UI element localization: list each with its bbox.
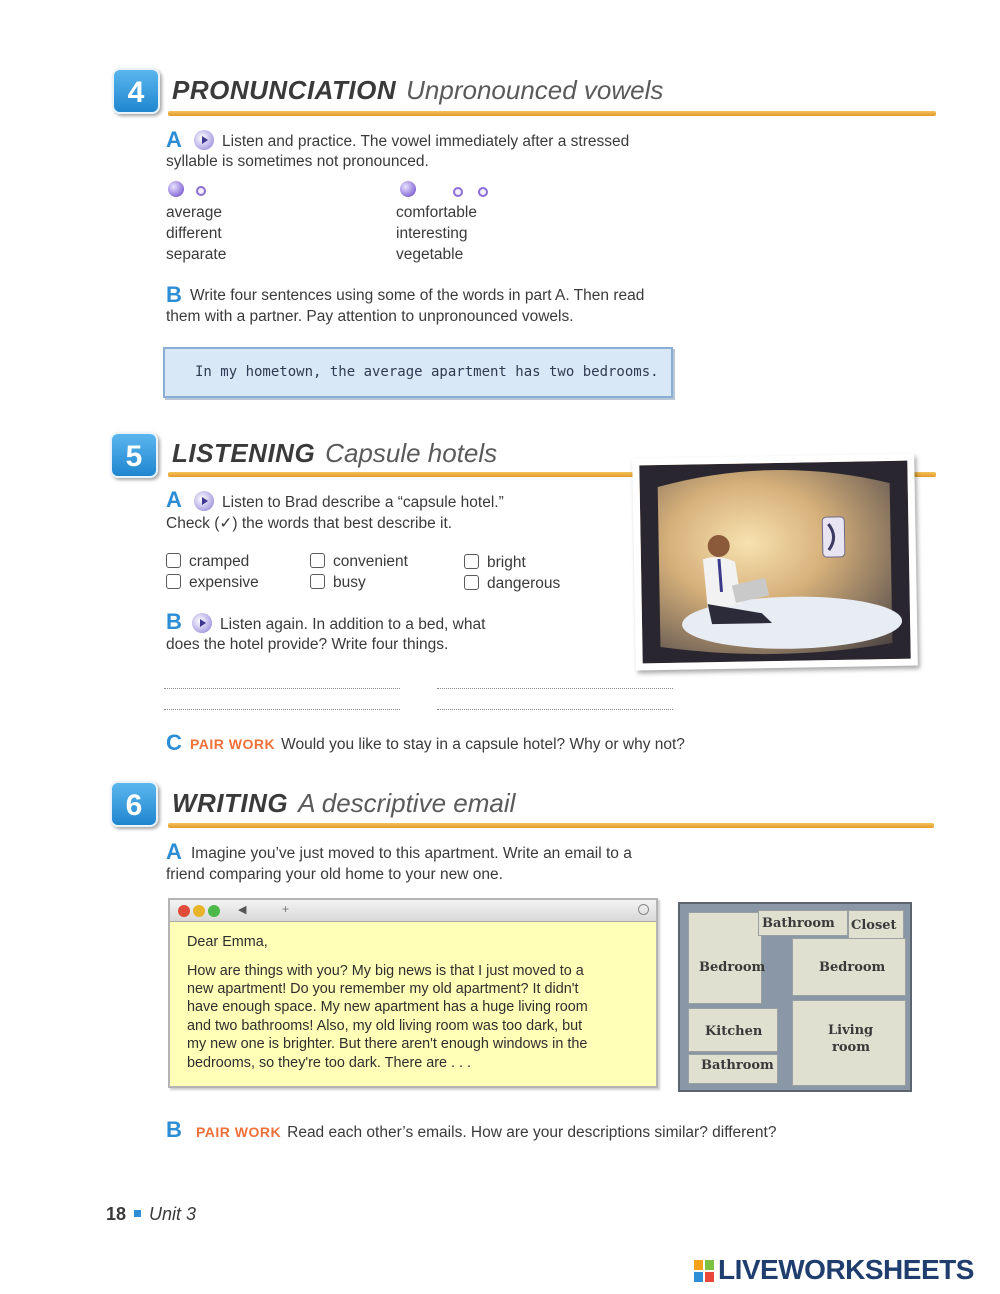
section-5-a-line1: Listen to Brad describe a “capsule hotel.” [194, 491, 504, 513]
section-5-a-letter: A [166, 487, 182, 512]
word-average: average [166, 204, 223, 221]
email-line: new apartment! Do you remember my old apartment? It didn't [187, 981, 579, 997]
audio-icon[interactable] [192, 613, 212, 633]
syllable-dot-icon [453, 187, 463, 197]
zoom-dot-icon [208, 905, 220, 917]
email-line: How are things with you? My big news is that I just moved to a [187, 963, 584, 979]
minimize-dot-icon [193, 905, 205, 917]
section-6-title: WRITING [172, 788, 289, 818]
stop-icon [638, 904, 649, 915]
section-6-a-line1: Imagine you’ve just moved to this apartment. Write an email to a [191, 845, 632, 862]
word-interesting: interesting [396, 225, 468, 242]
section-5-title: LISTENING [172, 438, 316, 468]
syllable-dot-icon [196, 186, 206, 196]
section-4-a-line2: syllable is sometimes not pronounced. [166, 153, 429, 170]
page-footer [106, 1204, 196, 1225]
section-5-a-line2: Check (✓) the words that best describe it. [166, 515, 453, 532]
label-kitchen: Kitchen [705, 1024, 763, 1039]
page-number: 18 [106, 1204, 127, 1224]
label-bathroom-top: Bathroom [762, 916, 835, 931]
section-4-heading [172, 75, 663, 106]
answer-line-4[interactable] [437, 709, 673, 710]
unit-label: Unit 3 [149, 1204, 197, 1224]
checkbox-bright[interactable]: bright [464, 554, 526, 572]
label-room: room [832, 1040, 870, 1055]
example-sentence: In my hometown, the average apartment has two bedrooms. [195, 364, 659, 380]
section-6-number: 6 [110, 781, 158, 827]
section-4-title: PRONUNCIATION [172, 75, 397, 105]
section-6-heading [172, 788, 515, 819]
audio-icon[interactable] [194, 130, 214, 150]
close-dot-icon [178, 905, 190, 917]
checkbox-cramped[interactable]: cramped [166, 553, 249, 571]
syllable-dot-icon [478, 187, 488, 197]
section-5-number: 5 [110, 432, 158, 478]
photo-scene [639, 461, 910, 664]
email-line: my new one is brighter. But there aren't enough windows in the [187, 1036, 588, 1052]
example-sentence-box [163, 347, 673, 398]
pair-work-label: PAIR WORK [196, 1124, 282, 1140]
section-4-b-letter: B [166, 282, 182, 307]
room-bedroom-left [688, 912, 762, 1004]
label-bedroom-right: Bedroom [819, 960, 886, 975]
section-5-subtitle: Capsule hotels [325, 438, 498, 468]
checkbox-icon[interactable] [464, 554, 479, 569]
section-4-rule [168, 111, 936, 116]
bullet-square-icon [134, 1210, 141, 1217]
new-tab-icon: + [282, 902, 290, 916]
section-4-a-line1: Listen and practice. The vowel immediately after a stressed [194, 130, 629, 152]
checkbox-icon[interactable] [464, 575, 479, 590]
checkbox-expensive[interactable]: expensive [166, 574, 259, 592]
label-bedroom-left: Bedroom [699, 960, 766, 975]
checkbox-icon[interactable] [166, 574, 181, 589]
checkbox-icon[interactable] [166, 553, 181, 568]
section-6-b-letter: B [166, 1117, 182, 1142]
section-5-b-line2: does the hotel provide? Write four things. [166, 636, 449, 653]
section-6-a-line2: friend comparing your old home to your new one. [166, 866, 503, 883]
email-line: bedrooms, so they're too dark. There are . . . [187, 1055, 472, 1071]
section-6-subtitle: A descriptive email [298, 788, 516, 818]
audio-icon[interactable] [194, 491, 214, 511]
checkbox-convenient[interactable]: convenient [310, 553, 408, 571]
capsule-hotel-photo [632, 454, 918, 671]
floor-plan [678, 902, 912, 1092]
stress-dot-icon [168, 181, 184, 197]
pair-work-label: PAIR WORK [190, 736, 276, 752]
answer-line-1[interactable] [164, 688, 400, 689]
email-greeting: Dear Emma, [187, 934, 268, 950]
liveworksheets-logo-icon [694, 1260, 714, 1282]
label-living: Living [828, 1023, 874, 1038]
email-line: have enough space. My new apartment has a huge living room [187, 999, 588, 1015]
section-4-b-line1: Write four sentences using some of the words in part A. Then read [190, 287, 645, 304]
brand-name: LIVEWORKSHEETS [718, 1254, 974, 1285]
word-vegetable: vegetable [396, 246, 464, 263]
section-6-b-line: PAIR WORK Read each other’s emails. How are your descriptions similar? different? [196, 1124, 777, 1141]
stress-dot-icon [400, 181, 416, 197]
section-4-b-line2: them with a partner. Pay attention to unpronounced vowels. [166, 308, 574, 325]
word-different: different [166, 225, 222, 242]
answer-line-2[interactable] [437, 688, 673, 689]
email-line: and two bathrooms! Also, my old living room was too dark, but [187, 1018, 583, 1034]
section-4-a-letter: A [166, 127, 182, 152]
checkbox-icon[interactable] [310, 574, 325, 589]
capsule-illustration [639, 461, 910, 664]
label-bathroom-bottom: Bathroom [701, 1058, 774, 1073]
email-window [168, 898, 658, 1088]
section-6-rule [168, 823, 934, 828]
email-toolbar [170, 900, 656, 922]
back-arrow-icon: ◀ [238, 904, 247, 916]
section-5-b-line1: Listen again. In addition to a bed, what [192, 613, 485, 635]
checkbox-icon[interactable] [310, 553, 325, 568]
section-4-subtitle: Unpronounced vowels [406, 75, 664, 105]
label-closet: Closet [851, 918, 897, 933]
word-separate: separate [166, 246, 227, 263]
answer-line-3[interactable] [164, 709, 400, 710]
section-5-c-letter: C [166, 730, 182, 755]
section-5-c-line: PAIR WORK Would you like to stay in a capsule hotel? Why or why not? [190, 736, 685, 753]
word-comfortable: comfortable [396, 204, 477, 221]
section-4-number: 4 [112, 68, 160, 114]
checkbox-busy[interactable]: busy [310, 574, 366, 592]
section-6-a-letter: A [166, 839, 182, 864]
section-5-b-letter: B [166, 609, 182, 634]
section-5-heading [172, 438, 497, 469]
checkbox-dangerous[interactable]: dangerous [464, 575, 560, 593]
